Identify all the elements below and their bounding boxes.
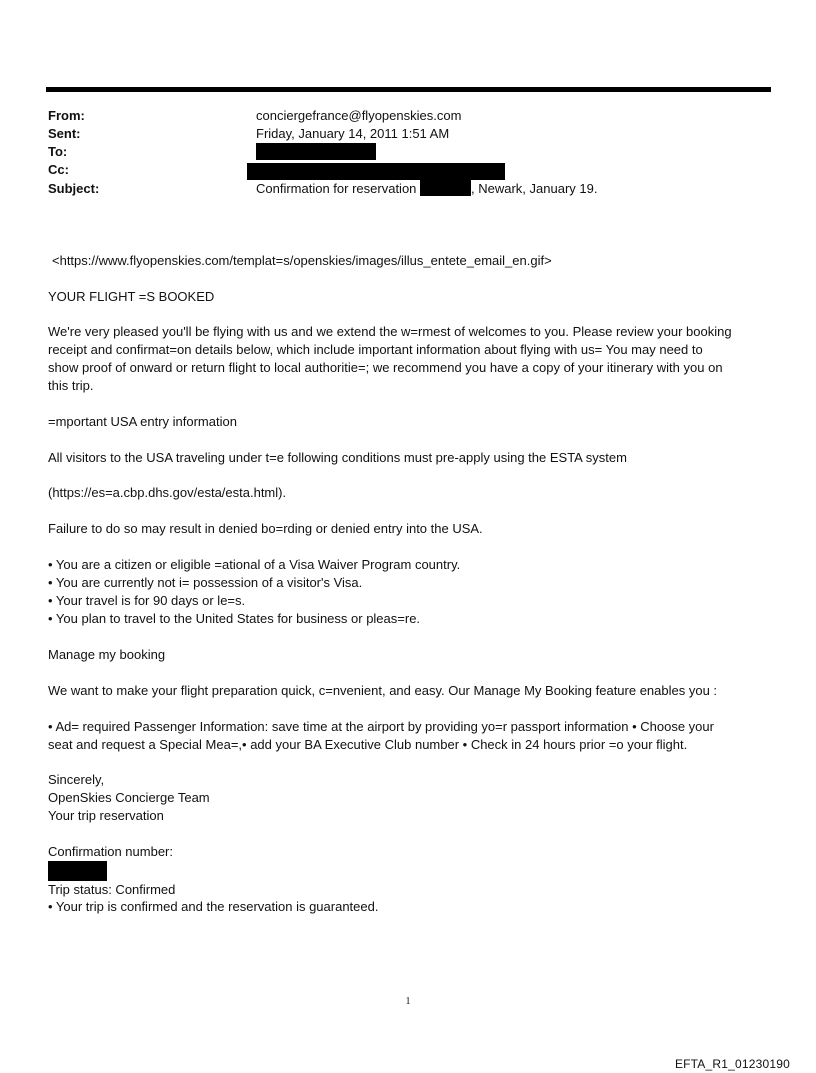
- welcome-line: show proof of onward or return flight to local authoritie=; we recommend you have a copy of your itinerary with you on: [48, 360, 723, 375]
- manage-line: • Ad= required Passenger Information: save time at the airport by providing yo=r passport information • Choose your: [48, 719, 714, 734]
- condition-item: • Your travel is for 90 days or le=s.: [48, 593, 246, 608]
- signoff-block: [48, 771, 768, 825]
- cc-redaction: [247, 163, 505, 180]
- condition-item: • You plan to travel to the United States for business or pleas=re.: [48, 611, 421, 626]
- header-divider: [46, 87, 771, 92]
- document-id: EFTA_R1_01230190: [674, 1057, 790, 1071]
- subject-suffix: , Newark, January 19.: [471, 181, 598, 196]
- esta-url: (https://es=a.cbp.dhs.gov/esta/esta.html).: [48, 485, 287, 500]
- manage-features: [48, 718, 768, 754]
- condition-item: • You are currently not i= possession of a visitor's Visa.: [48, 575, 363, 590]
- manage-heading: Manage my booking: [48, 647, 166, 662]
- signoff-line: Sincerely,: [48, 772, 105, 787]
- welcome-line: We're very pleased you'll be flying with us and we extend the w=rmest of welcomes to you. Please review your booking: [48, 324, 732, 339]
- sent-label: Sent:: [48, 126, 81, 141]
- subject-value: [256, 180, 597, 198]
- failure-line: Failure to do so may result in denied bo=rding or denied entry into the USA.: [48, 521, 483, 536]
- from-label: From:: [48, 108, 85, 123]
- cc-label: Cc:: [48, 162, 69, 177]
- page-number: 1: [405, 996, 411, 1007]
- confirmation-label: Confirmation number:: [48, 844, 173, 859]
- booked-heading: YOUR FLIGHT =S BOOKED: [48, 289, 215, 304]
- subject-label: Subject:: [48, 181, 100, 196]
- sent-value: Friday, January 14, 2011 1:51 AM: [256, 126, 450, 141]
- reservation-redaction: [420, 180, 471, 196]
- welcome-line: this trip.: [48, 378, 94, 393]
- condition-item: • You are a citizen or eligible =ational of a Visa Waiver Program country.: [48, 557, 461, 572]
- conditions-list: [48, 556, 768, 628]
- guarantee-line: • Your trip is confirmed and the reservation is guaranteed.: [48, 899, 379, 914]
- manage-intro: We want to make your flight preparation quick, c=nvenient, and easy. Our Manage My Booking feature enables you :: [48, 683, 718, 698]
- image-url-line: <https://www.flyopenskies.com/templat=s/openskies/images/illus_entete_email_en.gif>: [52, 253, 552, 268]
- to-label: To:: [48, 144, 68, 159]
- signoff-line: Your trip reservation: [48, 808, 164, 823]
- welcome-paragraph: [48, 323, 768, 395]
- confirmation-line: [48, 843, 768, 881]
- confirmation-redaction: [48, 861, 107, 881]
- esta-intro: All visitors to the USA traveling under t=e following conditions must pre-apply using the ESTA system: [48, 450, 627, 465]
- subject-prefix: Confirmation for reservation: [256, 181, 421, 196]
- from-value: conciergefrance@flyopenskies.com: [256, 108, 462, 123]
- usa-heading: =mportant USA entry information: [48, 414, 237, 429]
- signoff-line: OpenSkies Concierge Team: [48, 790, 210, 805]
- welcome-line: receipt and confirmat=on details below, which include important information about flying with us= You may need to: [48, 342, 703, 357]
- trip-status: Trip status: Confirmed: [48, 882, 176, 897]
- to-redaction: [256, 143, 376, 160]
- confirmation-block: [48, 843, 768, 899]
- manage-line: seat and request a Special Mea=,• add your BA Executive Club number • Check in 24 hours prior =o your flight.: [48, 737, 688, 752]
